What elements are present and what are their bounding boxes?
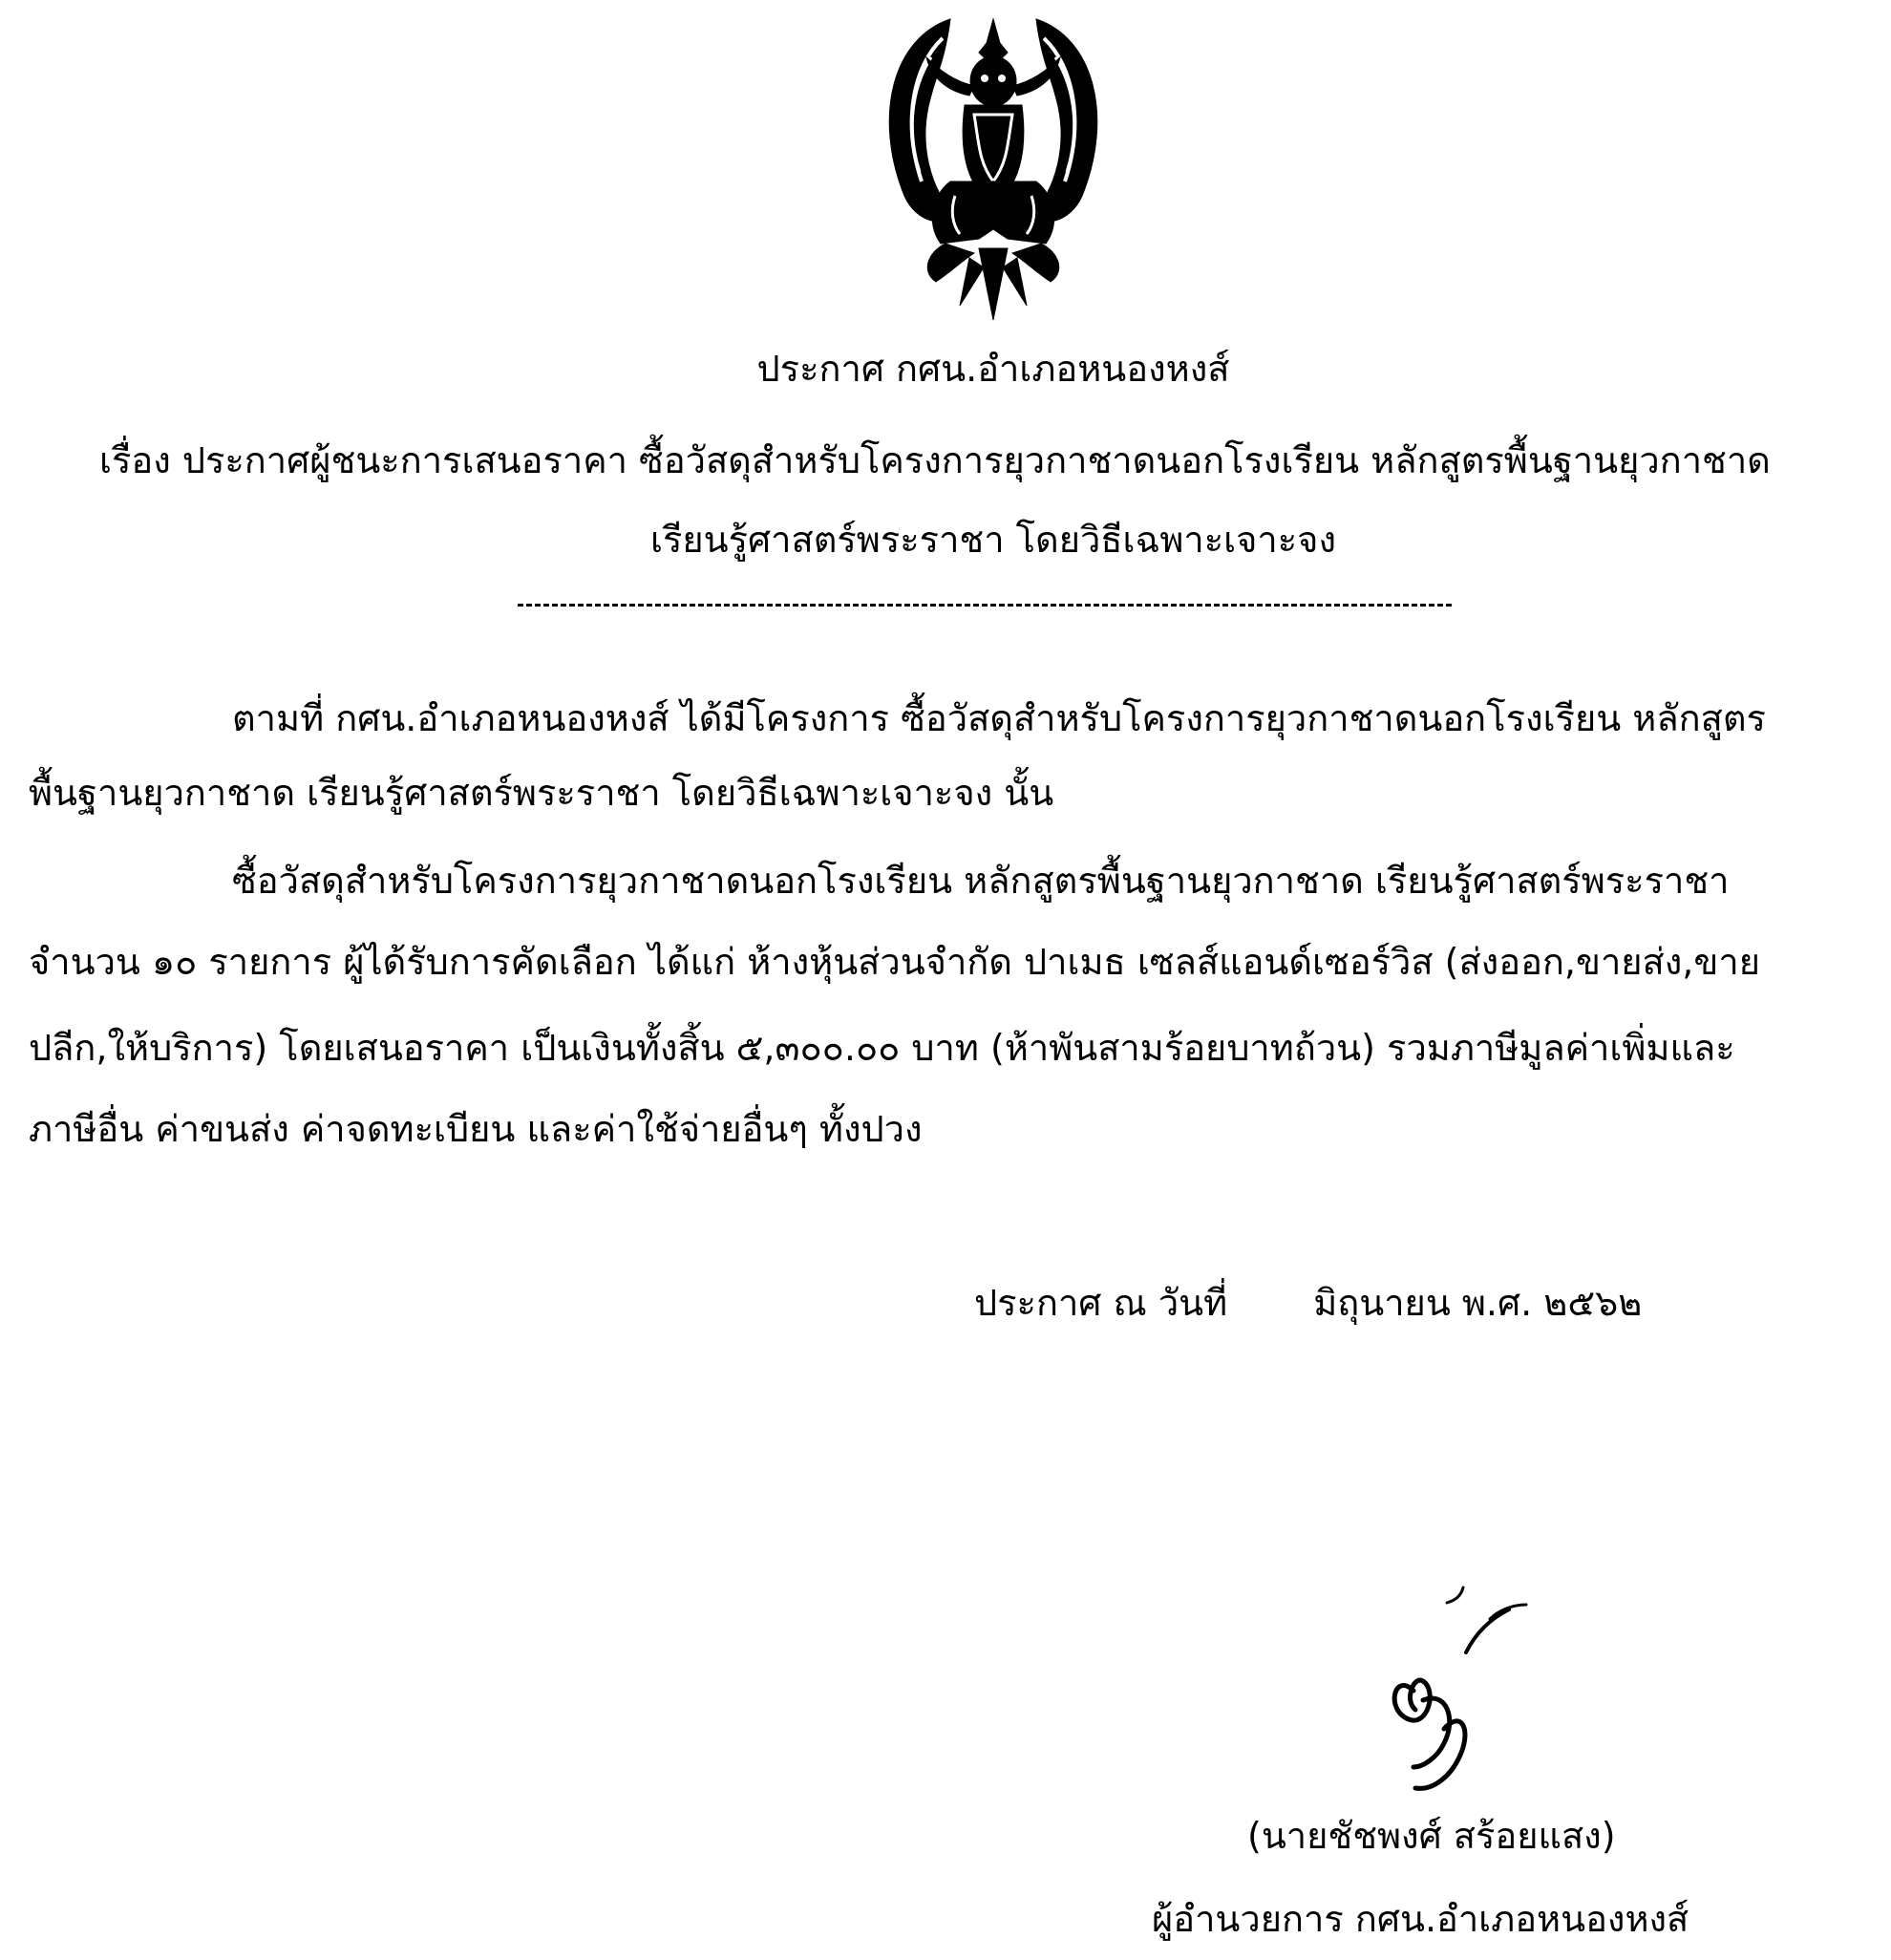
paragraph-2-line-2: จำนวน ๑๐ รายการ ผู้ได้รับการคัดเลือก ได้แก่ ห้างหุ้นส่วนจำกัด ปาเมธ เซลส์แอนด์เซอร์วิส (ส่งออก,ขายส่ง,ขาย — [29, 941, 1760, 983]
paragraph-2-line-1: ซื้อวัสดุสำหรับโครงการยุวกาชาดนอกโรงเรียน หลักสูตรพื้นฐานยุวกาชาด เรียนรู้ศาสตร์พระราชา — [232, 860, 1730, 902]
subject-line-2: เรียนรู้ศาสตร์พระราชา โดยวิธีเฉพาะเจาะจง — [650, 519, 1336, 561]
signer-title: ผู้อำนวยการ กศน.อำเภอหนองหงส์ — [1152, 1898, 1689, 1940]
announcement-date — [974, 1280, 1642, 1326]
paragraph-2-line-3: ปลีก,ให้บริการ) โดยเสนอราคา เป็นเงินทั้งสิ้น ๕,๓๐๐.๐๐ บาท (ห้าพันสามร้อยบาทถ้วน) รวมภาษีมูลค่าเพิ่มและ — [29, 1027, 1735, 1069]
dashed-divider — [518, 604, 1452, 607]
signer-name: (นายชัชพงศ์ สร้อยแสง) — [1247, 1815, 1616, 1857]
garuda-emblem-icon — [836, 0, 1151, 330]
date-prefix: ประกาศ ณ วันที่ — [974, 1282, 1228, 1324]
paragraph-1-line-1: ตามที่ กศน.อำเภอหนองหงส์ ได้มีโครงการ ซื้อวัสดุสำหรับโครงการยุวกาชาดนอกโรงเรียน หลักสูตร — [232, 697, 1766, 739]
paragraph-1-line-2: พื้นฐานยุวกาชาด เรียนรู้ศาสตร์พระราชา โดยวิธีเฉพาะเจาะจง นั้น — [29, 772, 1054, 814]
date-month-year: มิถุนายน พ.ศ. ๒๕๖๒ — [1313, 1282, 1643, 1324]
announcement-title: ประกาศ กศน.อำเภอหนองหงส์ — [756, 348, 1230, 390]
paragraph-2-line-4: ภาษีอื่น ค่าขนส่ง ค่าจดทะเบียน และค่าใช้จ่ายอื่นๆ ทั้งปวง — [29, 1108, 923, 1150]
handwritten-signature-icon — [1356, 1576, 1557, 1796]
subject-line-1: เรื่อง ประกาศผู้ชนะการเสนอราคา ซื้อวัสดุสำหรับโครงการยุวกาชาดนอกโรงเรียน หลักสูตรพื้นฐานยุวกาชาด — [99, 439, 1771, 481]
